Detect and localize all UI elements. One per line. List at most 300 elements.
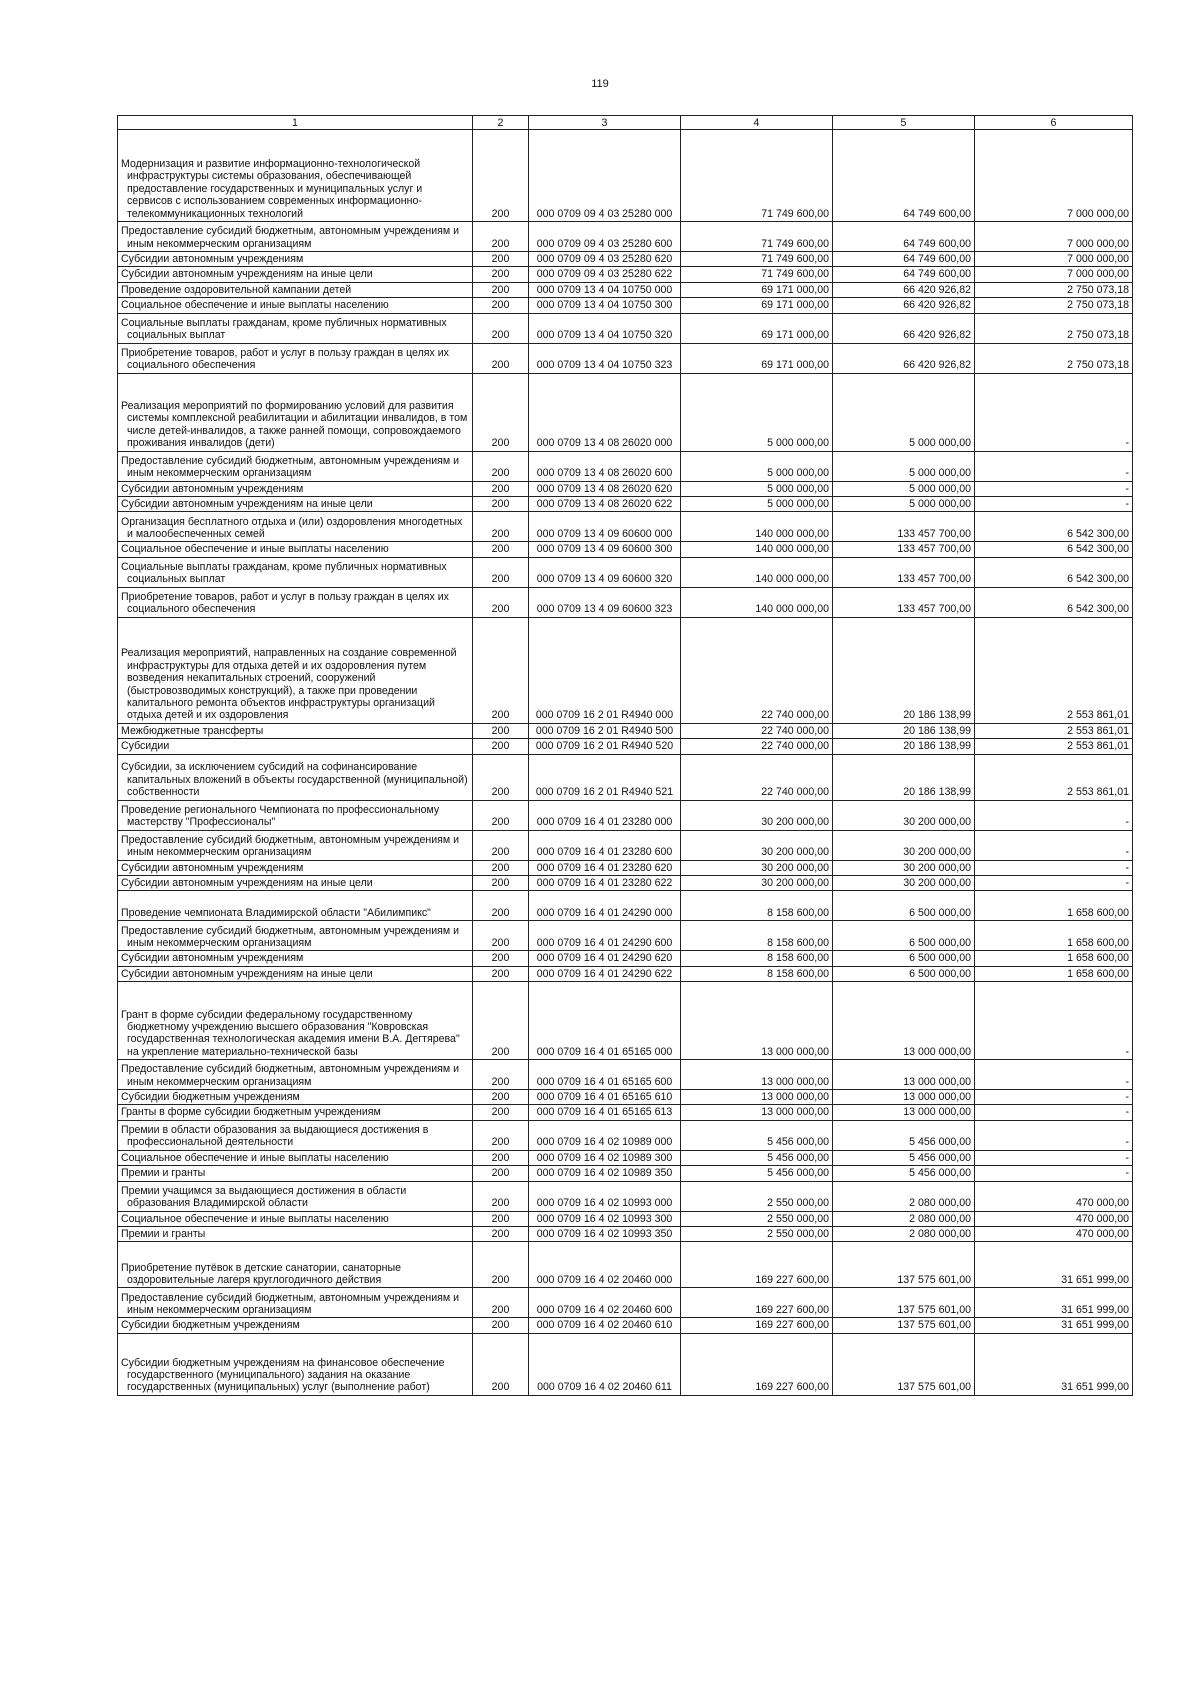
executed-amount: 30 200 000,00 [833, 830, 975, 860]
remaining-amount: 2 553 861,01 [975, 617, 1133, 723]
remaining-amount: - [975, 1060, 1133, 1090]
planned-amount: 30 200 000,00 [681, 875, 833, 890]
admin-code: 200 [473, 951, 529, 966]
admin-code: 200 [473, 1105, 529, 1120]
remaining-amount: 2 553 861,01 [975, 739, 1133, 754]
executed-amount: 30 200 000,00 [833, 875, 975, 890]
row-name [118, 1211, 473, 1226]
row-name [118, 1060, 473, 1090]
table-row [118, 1227, 1133, 1242]
budget-classification-code: 000 0709 13 4 04 10750 000 [529, 282, 681, 297]
budget-classification-code: 000 0709 13 4 08 26020 000 [529, 373, 681, 451]
row-name-text: Предоставление субсидий бюджетным, автономным учреждениям и иным некоммерческим организациям [121, 1291, 460, 1317]
budget-classification-code: 000 0709 13 4 08 26020 620 [529, 481, 681, 496]
row-name-text: Предоставление субсидий бюджетным, автономным учреждениям и иным некоммерческим организациям [121, 454, 460, 480]
row-name-text: Социальное обеспечение и иные выплаты населению [121, 1151, 389, 1164]
row-name [118, 1333, 473, 1395]
executed-amount: 30 200 000,00 [833, 860, 975, 875]
budget-classification-code: 000 0709 16 4 01 23280 622 [529, 875, 681, 890]
table-row [118, 313, 1133, 343]
row-name [118, 982, 473, 1060]
budget-classification-code: 000 0709 13 4 08 26020 600 [529, 451, 681, 481]
executed-amount: 64 749 600,00 [833, 222, 975, 252]
remaining-amount: 7 000 000,00 [975, 130, 1133, 222]
row-name-text: Реализация мероприятий по формированию условий для развития системы комплексной реабилитации и абилитации инвалидов, в том числе детей-инвалидов, а также ранней помощи, сопровождаемого проживания инвалидов (дети) [121, 400, 468, 450]
table-row [118, 800, 1133, 830]
executed-amount: 64 749 600,00 [833, 252, 975, 267]
remaining-amount: - [975, 1150, 1133, 1165]
table-row [118, 921, 1133, 951]
admin-code: 200 [473, 1318, 529, 1333]
admin-code: 200 [473, 723, 529, 738]
remaining-amount: - [975, 481, 1133, 496]
executed-amount: 5 456 000,00 [833, 1150, 975, 1165]
table-row [118, 373, 1133, 451]
table-row [118, 875, 1133, 890]
admin-code: 200 [473, 1181, 529, 1211]
executed-amount: 5 000 000,00 [833, 373, 975, 451]
column-number: 4 [681, 116, 833, 130]
row-name [118, 222, 473, 252]
planned-amount: 71 749 600,00 [681, 252, 833, 267]
executed-amount: 30 200 000,00 [833, 800, 975, 830]
admin-code: 200 [473, 1090, 529, 1105]
planned-amount: 8 158 600,00 [681, 966, 833, 981]
budget-classification-code: 000 0709 16 4 01 24290 620 [529, 951, 681, 966]
planned-amount: 30 200 000,00 [681, 860, 833, 875]
planned-amount: 5 456 000,00 [681, 1166, 833, 1181]
row-name [118, 739, 473, 754]
row-name [118, 1288, 473, 1318]
table-row [118, 1318, 1133, 1333]
table-row [118, 451, 1133, 481]
table-row [118, 298, 1133, 313]
row-name-text: Приобретение путёвок в детские санатории, санаторные оздоровительные лагеря круглогодичного действия [121, 1261, 402, 1287]
planned-amount: 69 171 000,00 [681, 343, 833, 373]
table-row [118, 1181, 1133, 1211]
admin-code: 200 [473, 587, 529, 617]
row-name-text: Предоставление субсидий бюджетным, автономным учреждениям и иным некоммерческим организациям [121, 1063, 460, 1088]
remaining-amount: 31 651 999,00 [975, 1333, 1133, 1395]
row-name-text: Организация бесплатного отдыха и (или) оздоровления многодетных и малообеспеченных семей [121, 515, 463, 540]
budget-classification-code: 000 0709 16 4 01 24290 000 [529, 891, 681, 921]
row-name-text: Межбюджетные трансферты [121, 724, 264, 737]
planned-amount: 71 749 600,00 [681, 267, 833, 282]
table-row [118, 754, 1133, 800]
remaining-amount: - [975, 1120, 1133, 1150]
planned-amount: 30 200 000,00 [681, 800, 833, 830]
row-name-text: Субсидии автономным учреждениям [121, 952, 304, 965]
budget-classification-code: 000 0709 16 4 01 65165 600 [529, 1060, 681, 1090]
row-name [118, 860, 473, 875]
planned-amount: 169 227 600,00 [681, 1333, 833, 1395]
row-name [118, 313, 473, 343]
admin-code: 200 [473, 343, 529, 373]
row-name [118, 587, 473, 617]
row-name [118, 542, 473, 557]
admin-code: 200 [473, 1227, 529, 1242]
table-row [118, 739, 1133, 754]
budget-classification-code: 000 0709 13 4 08 26020 622 [529, 496, 681, 511]
remaining-amount: 2 553 861,01 [975, 723, 1133, 738]
remaining-amount: 2 750 073,18 [975, 313, 1133, 343]
table-row [118, 1242, 1133, 1288]
admin-code: 200 [473, 512, 529, 542]
row-name [118, 1242, 473, 1288]
planned-amount: 30 200 000,00 [681, 830, 833, 860]
admin-code: 200 [473, 1333, 529, 1395]
planned-amount: 2 550 000,00 [681, 1211, 833, 1226]
table-body [118, 130, 1133, 1396]
remaining-amount: - [975, 800, 1133, 830]
table-row [118, 496, 1133, 511]
admin-code: 200 [473, 891, 529, 921]
row-name-text: Субсидии автономным учреждениям на иные цели [121, 268, 373, 281]
budget-classification-code: 000 0709 16 4 02 10993 000 [529, 1181, 681, 1211]
budget-classification-code: 000 0709 13 4 09 60600 000 [529, 512, 681, 542]
row-name-text: Социальные выплаты гражданам, кроме публичных нормативных социальных выплат [121, 560, 447, 586]
budget-classification-code: 000 0709 09 4 03 25280 620 [529, 252, 681, 267]
table-row [118, 481, 1133, 496]
budget-classification-code: 000 0709 16 4 01 65165 613 [529, 1105, 681, 1120]
planned-amount: 140 000 000,00 [681, 542, 833, 557]
planned-amount: 5 456 000,00 [681, 1120, 833, 1150]
planned-amount: 169 227 600,00 [681, 1242, 833, 1288]
executed-amount: 5 000 000,00 [833, 496, 975, 511]
budget-classification-code: 000 0709 09 4 03 25280 622 [529, 267, 681, 282]
budget-classification-code: 000 0709 16 4 02 10989 350 [529, 1166, 681, 1181]
admin-code: 200 [473, 252, 529, 267]
admin-code: 200 [473, 267, 529, 282]
budget-classification-code: 000 0709 16 2 01 R4940 500 [529, 723, 681, 738]
executed-amount: 6 500 000,00 [833, 891, 975, 921]
planned-amount: 2 550 000,00 [681, 1181, 833, 1211]
executed-amount: 133 457 700,00 [833, 587, 975, 617]
budget-table [117, 115, 1133, 1396]
budget-classification-code: 000 0709 13 4 09 60600 300 [529, 542, 681, 557]
admin-code: 200 [473, 481, 529, 496]
row-name [118, 1120, 473, 1150]
row-name-text: Социальное обеспечение и иные выплаты населению [121, 1212, 389, 1225]
row-name-text: Предоставление субсидий бюджетным, автономным учреждениям и иным некоммерческим организациям [121, 833, 460, 859]
executed-amount: 133 457 700,00 [833, 542, 975, 557]
budget-classification-code: 000 0709 16 4 01 65165 610 [529, 1090, 681, 1105]
admin-code: 200 [473, 1211, 529, 1226]
executed-amount: 133 457 700,00 [833, 557, 975, 587]
table-row [118, 1333, 1133, 1395]
planned-amount: 13 000 000,00 [681, 1060, 833, 1090]
table-row [118, 512, 1133, 542]
row-name [118, 373, 473, 451]
remaining-amount: - [975, 1105, 1133, 1120]
column-number: 5 [833, 116, 975, 130]
budget-classification-code: 000 0709 13 4 04 10750 300 [529, 298, 681, 313]
executed-amount: 5 456 000,00 [833, 1166, 975, 1181]
row-name-text: Субсидии автономным учреждениям [121, 482, 304, 495]
remaining-amount: 2 553 861,01 [975, 754, 1133, 800]
admin-code: 200 [473, 860, 529, 875]
table-row [118, 617, 1133, 723]
executed-amount: 137 575 601,00 [833, 1288, 975, 1318]
budget-classification-code: 000 0709 16 4 01 23280 600 [529, 830, 681, 860]
row-name [118, 966, 473, 981]
admin-code: 200 [473, 557, 529, 587]
admin-code: 200 [473, 800, 529, 830]
planned-amount: 8 158 600,00 [681, 891, 833, 921]
column-number: 2 [473, 116, 529, 130]
row-name-text: Приобретение товаров, работ и услуг в пользу граждан в целях их социального обеспечения [121, 590, 449, 616]
remaining-amount: 2 750 073,18 [975, 343, 1133, 373]
planned-amount: 5 000 000,00 [681, 373, 833, 451]
executed-amount: 133 457 700,00 [833, 512, 975, 542]
planned-amount: 69 171 000,00 [681, 313, 833, 343]
remaining-amount: - [975, 496, 1133, 511]
remaining-amount: 7 000 000,00 [975, 222, 1133, 252]
column-number-row [118, 116, 1133, 130]
row-name [118, 557, 473, 587]
row-name [118, 617, 473, 723]
budget-classification-code: 000 0709 16 4 01 23280 000 [529, 800, 681, 830]
admin-code: 200 [473, 875, 529, 890]
table-row [118, 1166, 1133, 1181]
table-row [118, 891, 1133, 921]
planned-amount: 69 171 000,00 [681, 298, 833, 313]
row-name-text: Грант в форме субсидии федеральному государственному бюджетному учреждению высшего образования "Ковровская государственная технологическая академия имени В.А. Дегтярева" на укрепление материально-технической базы [121, 1008, 460, 1058]
remaining-amount: - [975, 860, 1133, 875]
row-name-text: Социальное обеспечение и иные выплаты населению [121, 543, 389, 556]
admin-code: 200 [473, 373, 529, 451]
planned-amount: 5 000 000,00 [681, 481, 833, 496]
executed-amount: 20 186 138,99 [833, 739, 975, 754]
table-row [118, 343, 1133, 373]
remaining-amount: 6 542 300,00 [975, 557, 1133, 587]
executed-amount: 13 000 000,00 [833, 1105, 975, 1120]
remaining-amount: 1 658 600,00 [975, 951, 1133, 966]
planned-amount: 140 000 000,00 [681, 512, 833, 542]
table-row [118, 557, 1133, 587]
budget-classification-code: 000 0709 16 4 02 10989 300 [529, 1150, 681, 1165]
row-name [118, 1166, 473, 1181]
row-name-text: Предоставление субсидий бюджетным, автономным учреждениям и иным некоммерческим организациям [121, 924, 460, 949]
table-row [118, 1211, 1133, 1226]
row-name [118, 1090, 473, 1105]
row-name [118, 451, 473, 481]
executed-amount: 13 000 000,00 [833, 1060, 975, 1090]
planned-amount: 2 550 000,00 [681, 1227, 833, 1242]
executed-amount: 66 420 926,82 [833, 282, 975, 297]
row-name [118, 723, 473, 738]
executed-amount: 20 186 138,99 [833, 617, 975, 723]
row-name-text: Проведение оздоровительной кампании детей [121, 283, 352, 296]
row-name [118, 875, 473, 890]
remaining-amount: - [975, 451, 1133, 481]
executed-amount: 5 000 000,00 [833, 481, 975, 496]
row-name-text: Предоставление субсидий бюджетным, автономным учреждениям и иным некоммерческим организациям [121, 225, 460, 250]
budget-classification-code: 000 0709 16 4 02 10993 350 [529, 1227, 681, 1242]
planned-amount: 5 456 000,00 [681, 1150, 833, 1165]
executed-amount: 6 500 000,00 [833, 951, 975, 966]
row-name [118, 512, 473, 542]
executed-amount: 137 575 601,00 [833, 1242, 975, 1288]
executed-amount: 137 575 601,00 [833, 1318, 975, 1333]
remaining-amount: - [975, 830, 1133, 860]
executed-amount: 64 749 600,00 [833, 130, 975, 222]
planned-amount: 13 000 000,00 [681, 982, 833, 1060]
admin-code: 200 [473, 1242, 529, 1288]
row-name [118, 130, 473, 222]
row-name [118, 951, 473, 966]
planned-amount: 13 000 000,00 [681, 1090, 833, 1105]
executed-amount: 137 575 601,00 [833, 1333, 975, 1395]
row-name [118, 1105, 473, 1120]
budget-classification-code: 000 0709 16 2 01 R4940 520 [529, 739, 681, 754]
remaining-amount: - [975, 1090, 1133, 1105]
row-name-text: Субсидии автономным учреждениям на иные цели [121, 967, 373, 980]
budget-classification-code: 000 0709 16 4 02 20460 000 [529, 1242, 681, 1288]
executed-amount: 66 420 926,82 [833, 343, 975, 373]
remaining-amount: 470 000,00 [975, 1181, 1133, 1211]
planned-amount: 71 749 600,00 [681, 130, 833, 222]
column-number: 1 [118, 116, 473, 130]
row-name [118, 481, 473, 496]
column-number: 3 [529, 116, 681, 130]
table-row [118, 723, 1133, 738]
row-name-text: Социальные выплаты гражданам, кроме публичных нормативных социальных выплат [121, 316, 447, 342]
table-row [118, 282, 1133, 297]
row-name-text: Проведение чемпионата Владимирской области "Абилимпикс" [121, 906, 431, 919]
admin-code: 200 [473, 130, 529, 222]
table-row [118, 860, 1133, 875]
remaining-amount: - [975, 373, 1133, 451]
planned-amount: 140 000 000,00 [681, 587, 833, 617]
budget-classification-code: 000 0709 16 2 01 R4940 521 [529, 754, 681, 800]
row-name [118, 343, 473, 373]
row-name [118, 1181, 473, 1211]
row-name [118, 1318, 473, 1333]
planned-amount: 22 740 000,00 [681, 754, 833, 800]
admin-code: 200 [473, 1150, 529, 1165]
row-name-text: Субсидии [121, 740, 170, 753]
row-name [118, 298, 473, 313]
table-row [118, 1105, 1133, 1120]
row-name-text: Субсидии автономным учреждениям [121, 861, 304, 874]
table-row [118, 982, 1133, 1060]
remaining-amount: - [975, 875, 1133, 890]
table-row [118, 966, 1133, 981]
row-name-text: Гранты в форме субсидии бюджетным учреждениям [121, 1106, 381, 1119]
planned-amount: 169 227 600,00 [681, 1318, 833, 1333]
row-name-text: Модернизация и развитие информационно-технологической инфраструктуры системы образования, обеспечивающей предоставление государственных и муниципальных услуг и сервисов с использованием современных информационно-телекоммуникационных технологий [121, 158, 423, 220]
remaining-amount: 6 542 300,00 [975, 587, 1133, 617]
executed-amount: 20 186 138,99 [833, 754, 975, 800]
executed-amount: 64 749 600,00 [833, 267, 975, 282]
row-name-text: Приобретение товаров, работ и услуг в пользу граждан в целях их социального обеспечения [121, 346, 449, 372]
admin-code: 200 [473, 754, 529, 800]
row-name [118, 252, 473, 267]
table-row [118, 830, 1133, 860]
row-name [118, 1227, 473, 1242]
planned-amount: 140 000 000,00 [681, 557, 833, 587]
admin-code: 200 [473, 282, 529, 297]
row-name-text: Субсидии автономным учреждениям [121, 253, 304, 265]
executed-amount: 6 500 000,00 [833, 966, 975, 981]
table-row [118, 1150, 1133, 1165]
remaining-amount: 6 542 300,00 [975, 512, 1133, 542]
budget-classification-code: 000 0709 13 4 09 60600 320 [529, 557, 681, 587]
planned-amount: 169 227 600,00 [681, 1288, 833, 1318]
row-name [118, 282, 473, 297]
executed-amount: 20 186 138,99 [833, 723, 975, 738]
table-row [118, 130, 1133, 222]
table-row [118, 951, 1133, 966]
row-name-text: Субсидии, за исключением субсидий на софинансирование капитальных вложений в объекты государственной (муниципальной) собственности [121, 761, 468, 799]
budget-classification-code: 000 0709 16 4 02 20460 600 [529, 1288, 681, 1318]
row-name-text: Субсидии бюджетным учреждениям [121, 1319, 300, 1332]
executed-amount: 2 080 000,00 [833, 1227, 975, 1242]
planned-amount: 22 740 000,00 [681, 617, 833, 723]
remaining-amount: 6 542 300,00 [975, 542, 1133, 557]
admin-code: 200 [473, 830, 529, 860]
planned-amount: 5 000 000,00 [681, 496, 833, 511]
row-name-text: Премии и гранты [121, 1228, 206, 1241]
admin-code: 200 [473, 1120, 529, 1150]
executed-amount: 13 000 000,00 [833, 1090, 975, 1105]
budget-classification-code: 000 0709 16 4 01 65165 000 [529, 982, 681, 1060]
row-name-text: Премии в области образования за выдающиеся достижения в профессиональной деятельности [121, 1124, 429, 1149]
table-row [118, 252, 1133, 267]
table-row [118, 1090, 1133, 1105]
planned-amount: 22 740 000,00 [681, 739, 833, 754]
column-number: 6 [975, 116, 1133, 130]
budget-classification-code: 000 0709 13 4 04 10750 323 [529, 343, 681, 373]
row-name [118, 921, 473, 951]
budget-classification-code: 000 0709 16 4 02 10993 300 [529, 1211, 681, 1226]
budget-classification-code: 000 0709 09 4 03 25280 000 [529, 130, 681, 222]
row-name-text: Проведение регионального Чемпионата по профессиональному мастерству "Профессионалы" [121, 803, 440, 829]
executed-amount: 2 080 000,00 [833, 1211, 975, 1226]
planned-amount: 8 158 600,00 [681, 951, 833, 966]
row-name-text: Субсидии бюджетным учреждениям на финансовое обеспечение государственного (муниципального) задания на оказание государственных (муниципальных) услуг (выполнение работ) [121, 1356, 445, 1394]
remaining-amount: 1 658 600,00 [975, 966, 1133, 981]
executed-amount: 6 500 000,00 [833, 921, 975, 951]
remaining-amount: 7 000 000,00 [975, 267, 1133, 282]
row-name [118, 496, 473, 511]
executed-amount: 13 000 000,00 [833, 982, 975, 1060]
remaining-amount: 31 651 999,00 [975, 1242, 1133, 1288]
budget-classification-code: 000 0709 16 4 02 20460 610 [529, 1318, 681, 1333]
remaining-amount: 470 000,00 [975, 1227, 1133, 1242]
admin-code: 200 [473, 982, 529, 1060]
remaining-amount: 2 750 073,18 [975, 298, 1133, 313]
remaining-amount: 470 000,00 [975, 1211, 1133, 1226]
admin-code: 200 [473, 496, 529, 511]
executed-amount: 2 080 000,00 [833, 1181, 975, 1211]
table-row [118, 542, 1133, 557]
executed-amount: 66 420 926,82 [833, 313, 975, 343]
admin-code: 200 [473, 617, 529, 723]
admin-code: 200 [473, 1288, 529, 1318]
row-name-text: Субсидии бюджетным учреждениям [121, 1091, 300, 1104]
admin-code: 200 [473, 542, 529, 557]
executed-amount: 5 456 000,00 [833, 1120, 975, 1150]
admin-code: 200 [473, 222, 529, 252]
planned-amount: 13 000 000,00 [681, 1105, 833, 1120]
budget-classification-code: 000 0709 16 4 01 23280 620 [529, 860, 681, 875]
executed-amount: 5 000 000,00 [833, 451, 975, 481]
planned-amount: 5 000 000,00 [681, 451, 833, 481]
row-name [118, 891, 473, 921]
remaining-amount: 7 000 000,00 [975, 252, 1133, 267]
